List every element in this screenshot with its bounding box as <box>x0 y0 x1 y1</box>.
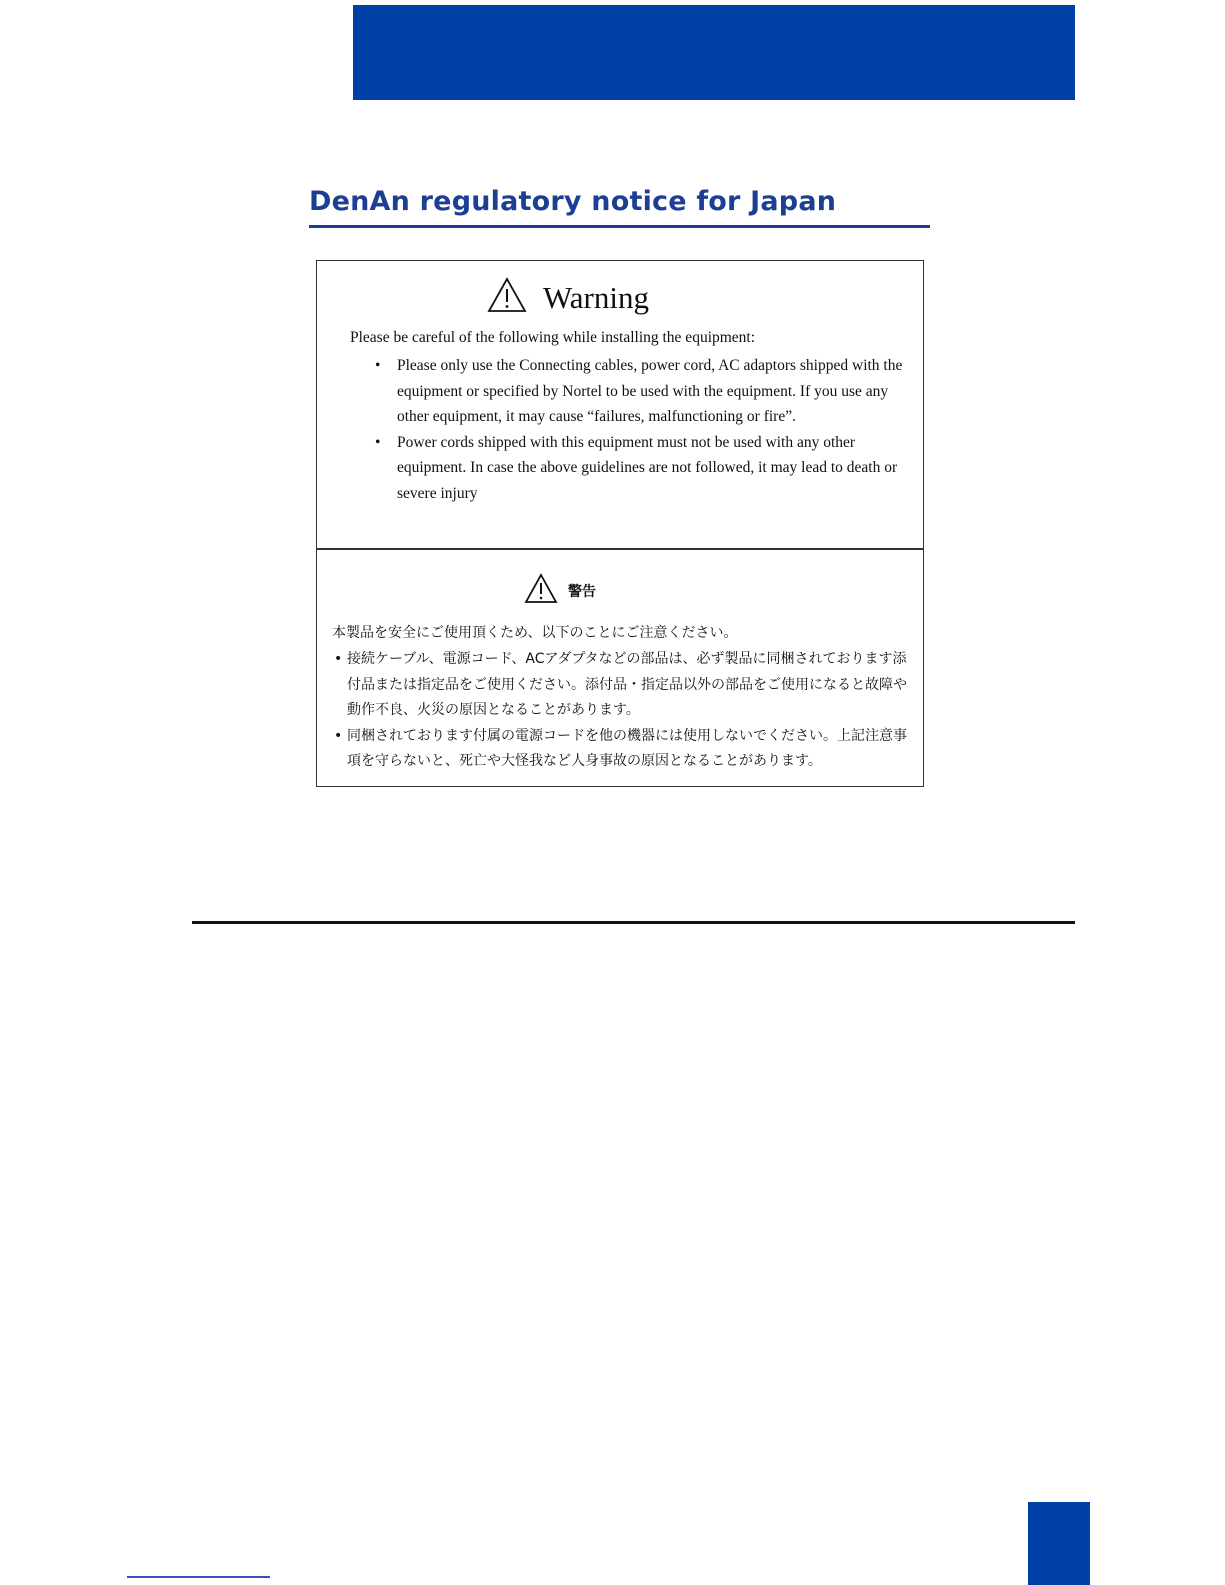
list-item: • Please only use the Connecting cables, power cord, AC adaptors shipped with the equipment or specified by Nortel to be used with the equipment. If you use any other equipment, it may cause “failures, malfunctioning or fire”. <box>375 353 905 430</box>
list-item: • Power cords shipped with this equipment must not be used with any other equipment. In case the above guidelines are not followed, it may lead to death or severe injury <box>375 430 905 507</box>
title-underline <box>309 225 930 228</box>
warning-heading-text: Warning <box>543 279 649 315</box>
warning-heading-jp <box>524 573 596 609</box>
page-number-tab <box>1028 1502 1090 1585</box>
warning-heading-text-jp: 警告 <box>568 584 596 600</box>
warning-intro-en: Please be careful of the following while installing the equipment: <box>350 329 756 346</box>
list-item: • 接続ケーブル、電源コード、ACアダプタなどの部品は、必ず製品に同梱されております添付品または指定品をご使用ください。添付品・指定品以外の部品をご使用になると故障や動作不良、火災の原因となることがあります。 <box>332 647 917 724</box>
footer-link-underline[interactable] <box>127 1576 270 1578</box>
warning-triangle-icon <box>487 277 527 318</box>
warning-heading-en <box>487 277 649 318</box>
list-item: • 同梱されております付属の電源コードを他の機器には使用しないでください。上記注意事項を守らないと、死亡や大怪我など人身事故の原因となることがあります。 <box>332 724 917 775</box>
warning-intro-jp: 本製品を安全にご使用頂くため、以下のことにご注意ください。 <box>332 625 738 641</box>
warning-triangle-icon <box>524 573 558 609</box>
warning-section-jp <box>317 550 923 786</box>
section-title: DenAn regulatory notice for Japan <box>309 186 837 217</box>
footer-rule <box>192 921 1075 924</box>
warning-notice-box <box>316 260 924 787</box>
warning-list-en <box>375 353 905 506</box>
warning-list-jp <box>332 647 917 775</box>
top-banner <box>353 5 1075 100</box>
